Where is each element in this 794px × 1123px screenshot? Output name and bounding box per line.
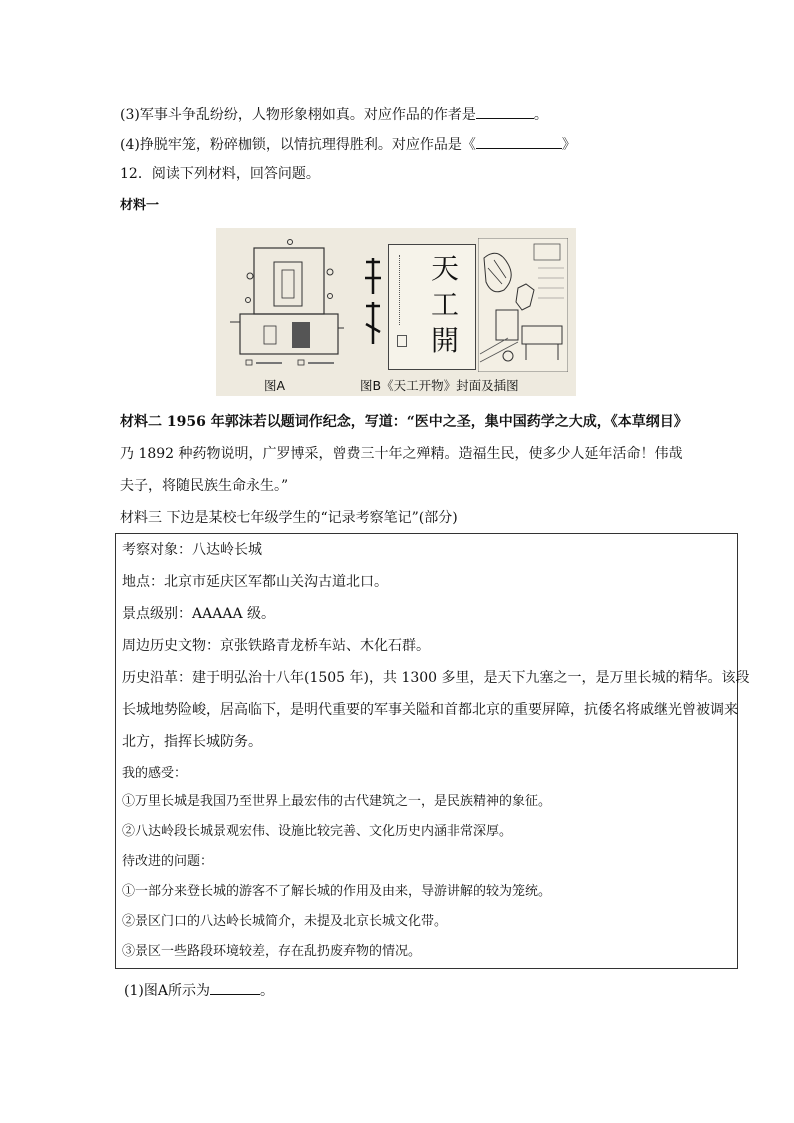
- figure-b-cover: 天 工 開: [388, 244, 476, 370]
- sub-question-1: (1)图A所示为 。: [124, 980, 274, 1001]
- notes-history-3: 北方，指挥长城防务。: [122, 734, 262, 750]
- question-12: 12．阅读下列材料，回答问题。: [120, 166, 320, 182]
- figure-b-inscription: [360, 254, 386, 354]
- material-2-line-3: 夫子，将随民族生命永生。”: [120, 478, 289, 494]
- answer-blank[interactable]: [210, 980, 260, 995]
- notes-improve-title: 待改进的问题：: [122, 854, 214, 869]
- notes-relics: 周边历史文物：京张铁路青龙桥车站、木化石群。: [122, 638, 430, 654]
- answer-blank[interactable]: [476, 134, 562, 149]
- question-4: (4)挣脱牢笼，粉碎枷锁，以情抗理得胜利。对应作品是《 》: [120, 134, 576, 155]
- notes-history-2: 长城地势险峻，居高临下，是明代重要的军事关隘和首都北京的重要屏障，抗倭名将戚继光曾被调来: [122, 702, 738, 718]
- notes-feel-2: ②八达岭段长城景观宏伟、设施比较完善、文化历史内涵非常深厚。: [122, 824, 513, 839]
- answer-blank[interactable]: [476, 104, 534, 119]
- figure-b-caption: 图B《天工开物》封面及插图: [360, 378, 519, 393]
- figure-b-illustration: [478, 238, 568, 372]
- material-2-line-2: 乃 1892 种药物说明，广罗博采，曾费三十年之殚精。造福生民，使多少人延年活命！伟哉: [120, 446, 683, 462]
- notes-level: 景点级别：AAAAA 级。: [122, 606, 276, 622]
- notes-improve-3: ③景区一些路段环境较差，存在乱扔废弃物的情况。: [122, 944, 422, 959]
- material-3-title: 材料三 下边是某校七年级学生的“记录考察笔记”(部分): [120, 510, 458, 526]
- question-3: (3)军事斗争乱纷纷，人物形象栩如真。对应作品的作者是 。: [120, 104, 548, 125]
- notes-feel-title: 我的感受：: [122, 766, 188, 781]
- material-1-title: 材料一: [120, 198, 160, 213]
- material-2-line-1: 材料二 1956 年郭沫若以题词作纪念，写道：“医中之圣，集中国药学之大成，《本草纲目》: [120, 414, 688, 430]
- notes-improve-2: ②景区门口的八达岭长城简介，未提及北京长城文化带。: [122, 914, 448, 929]
- field-notes-box: [115, 533, 750, 969]
- question-3-text: (3)军事斗争乱纷纷，人物形象栩如真。对应作品的作者是: [120, 107, 476, 123]
- notes-history-1: 历史沿革：建于明弘治十八年(1505 年)，共 1300 多里，是天下九塞之一，是万里长城的精华。该段: [122, 670, 750, 686]
- figure-a-caption: 图A: [264, 378, 286, 393]
- notes-location: 地点：北京市延庆区军都山关沟古道北口。: [122, 574, 388, 590]
- notes-feel-1: ①万里长城是我国乃至世界上最宏伟的古代建筑之一，是民族精神的象征。: [122, 794, 552, 809]
- notes-object: 考察对象：八达岭长城: [122, 542, 262, 558]
- notes-improve-1: ①一部分来登长城的游客不了解长城的作用及由来，导游讲解的较为笼统。: [122, 884, 552, 899]
- material-1-figure: [216, 228, 576, 396]
- question-4-text: (4)挣脱牢笼，粉碎枷锁，以情抗理得胜利。对应作品是《: [120, 137, 476, 153]
- figure-a-map: [226, 236, 346, 374]
